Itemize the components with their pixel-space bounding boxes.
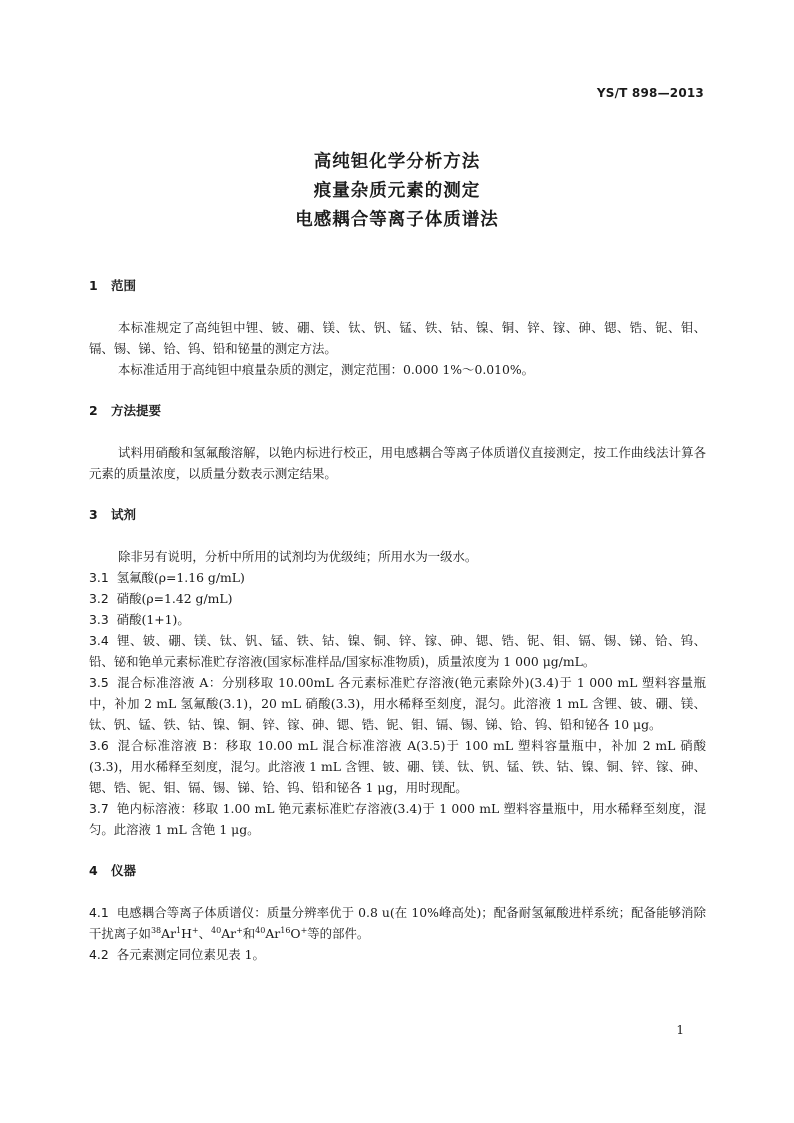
section-heading-3 bbox=[89, 504, 706, 525]
superscript: 40 bbox=[255, 925, 266, 935]
section-heading-1 bbox=[89, 275, 706, 296]
title-line-2: 痕量杂质元素的测定 bbox=[313, 181, 481, 201]
list-item bbox=[89, 630, 706, 672]
section-title: 试剂 bbox=[111, 507, 137, 522]
item-text: 氢氟酸(ρ=1.16 g/mL) bbox=[116, 570, 245, 585]
list-item bbox=[89, 902, 706, 944]
item-text: O bbox=[290, 926, 301, 941]
item-text: 混合标准溶液 A：分别移取 10.00mL 各元素标准贮存溶液(铯元素除外)(3.4)于 1 000 mL 塑料容量瓶中，补加 2 mL 氢氟酸(3.1)，20 mL 硝酸(3.3)，用水稀释至刻度，混匀。此溶液 1 mL 含锂、铍、硼、镁、钛、钒、锰、铁、钴、镍、铜、锌、镓、砷、锶、锆、铌、钼、镉、锡、锑、铪、钨、铅和铋各 10 μg。 bbox=[89, 675, 706, 732]
item-text: 铯内标溶液：移取 1.00 mL 铯元素标准贮存溶液(3.4)于 1 000 mL 塑料容量瓶中，用水稀释至刻度，混匀。此溶液 1 mL 含铯 1 μg。 bbox=[89, 801, 706, 837]
section-number: 2 bbox=[89, 403, 98, 418]
list-item bbox=[89, 735, 706, 798]
section-number: 4 bbox=[89, 863, 98, 878]
paragraph: 本标准规定了高纯钽中锂、铍、硼、镁、钛、钒、锰、铁、钴、镍、铜、锌、镓、砷、锶、锆、铌、钼、镉、锡、锑、铪、钨、铅和铋量的测定方法。 bbox=[89, 320, 706, 356]
title-line-3: 电感耦合等离子体质谱法 bbox=[295, 210, 499, 230]
item-text: 电感耦合等离子体质谱仪：质量分辨率优于 0.8 u(在 10%峰高处)；配备耐氢氟酸进样系统；配备能够消除干扰离子如 bbox=[89, 905, 706, 941]
section-title: 仪器 bbox=[111, 863, 137, 878]
paragraph: 本标准适用于高纯钽中痕量杂质的测定，测定范围：0.000 1%～0.010%。 bbox=[118, 362, 535, 377]
section-number: 1 bbox=[89, 278, 98, 293]
item-text: Ar bbox=[221, 926, 237, 941]
item-number: 3.7 bbox=[89, 801, 109, 816]
superscript: + bbox=[191, 925, 199, 935]
document-body bbox=[89, 275, 706, 965]
item-text: 、 bbox=[198, 926, 212, 941]
superscript: + bbox=[300, 925, 308, 935]
item-text: Ar bbox=[265, 926, 281, 941]
superscript: 38 bbox=[150, 925, 162, 935]
document-title bbox=[0, 148, 794, 235]
item-text: 各元素测定同位素见表 1。 bbox=[116, 947, 265, 962]
section-heading-2 bbox=[89, 400, 706, 421]
item-number: 3.1 bbox=[89, 570, 109, 585]
item-number: 3.4 bbox=[89, 633, 109, 648]
item-text: 和 bbox=[242, 926, 256, 941]
item-number: 4.2 bbox=[89, 947, 109, 962]
list-item bbox=[89, 672, 706, 735]
section-title: 方法提要 bbox=[111, 403, 162, 418]
list-item bbox=[89, 944, 706, 965]
item-number: 3.5 bbox=[89, 675, 109, 690]
list-item bbox=[89, 567, 706, 588]
item-text: 混合标准溶液 B：移取 10.00 mL 混合标准溶液 A(3.5)于 100 mL 塑料容量瓶中，补加 2 mL 硝酸(3.3)，用水稀释至刻度，混匀。此溶液 1 mL 含锂、铍、硼、镁、钛、钒、锰、铁、钴、镍、铜、锌、镓、砷、锶、锆、铌、钼、镉、锡、锑、铪、钨、铅和铋各 1 μg，用时现配。 bbox=[89, 738, 706, 795]
paragraph: 除非另有说明，分析中所用的试剂均为优级纯；所用水为一级水。 bbox=[118, 549, 478, 564]
list-item bbox=[89, 798, 706, 840]
title-line-1: 高纯钽化学分析方法 bbox=[313, 152, 481, 172]
superscript: 1 bbox=[176, 925, 182, 935]
item-text: 硝酸(1+1)。 bbox=[116, 612, 190, 627]
item-number: 4.1 bbox=[89, 905, 109, 920]
item-text: 锂、铍、硼、镁、钛、钒、锰、铁、钴、镍、铜、锌、镓、砷、锶、锆、铌、钼、镉、锡、锑、铪、钨、铅、铋和铯单元素标准贮存溶液(国家标准样品/国家标准物质)，质量浓度为 1 000 μg/mL。 bbox=[89, 633, 706, 669]
list-item bbox=[89, 588, 706, 609]
item-number: 3.3 bbox=[89, 612, 109, 627]
standard-number: YS/T 898—2013 bbox=[596, 86, 704, 100]
item-text: 硝酸(ρ=1.42 g/mL) bbox=[116, 591, 233, 606]
item-text: 等的部件。 bbox=[307, 926, 370, 941]
page-number: 1 bbox=[676, 1023, 684, 1037]
superscript: 40 bbox=[211, 925, 222, 935]
list-item bbox=[89, 609, 706, 630]
item-number: 3.2 bbox=[89, 591, 109, 606]
section-number: 3 bbox=[89, 507, 98, 522]
paragraph: 试料用硝酸和氢氟酸溶解，以铯内标进行校正，用电感耦合等离子体质谱仪直接测定，按工作曲线法计算各元素的质量浓度，以质量分数表示测定结果。 bbox=[89, 445, 706, 481]
superscript: + bbox=[236, 925, 243, 935]
item-text: Ar bbox=[161, 926, 177, 941]
section-heading-4 bbox=[89, 860, 706, 881]
section-title: 范围 bbox=[111, 278, 137, 293]
item-number: 3.6 bbox=[89, 738, 109, 753]
superscript: 16 bbox=[280, 925, 291, 935]
item-text: H bbox=[181, 926, 192, 941]
